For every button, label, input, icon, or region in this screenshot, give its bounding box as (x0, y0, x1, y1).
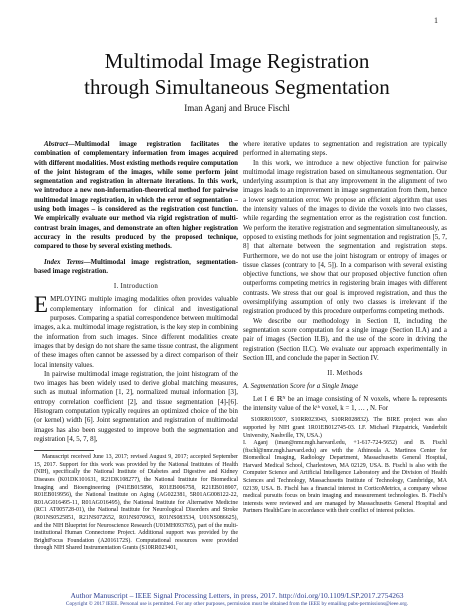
footer-manuscript: Author Manuscript – IEEE Signal Processing Letters, in press, 2017. http://doi.org/10.1109/LSP.2017.2754263 (70, 591, 404, 600)
paper-title (0, 48, 474, 100)
right-paragraph-4: Let I ∈ ℝᴺ be an image consisting of N voxels, where Iₖ represents the intensity value of the kᵗʰ voxel, k = 1, … , N. For (243, 395, 447, 413)
index-terms-text: —Multimodal image registration, segmentation-based image registration. (34, 258, 238, 275)
footnote-left: Manuscript received June 13, 2017; revised August 9, 2017; accepted September 15, 2017. Support for this work was provided by the National Institutes of Health (NIH), specifically the National Institute of Diabetes and Digestive and Kidney Diseases (K01DK101631, R21DK108277), the National Institute for Biomedical Imaging and Bioengineering (P41EB015896, R01EB006758, R21EB018907, R01EB019956), the National Institute on Aging (AG022381, 5R01AG008122-22, R01AG016495-11, R01AG016495), the National Institute for Alternative Medicine (RC1 AT005728-01), the National Institute for Neurological Disorders and Stroke (R01NS0525851, R21NS072652, R01NS070963, R01NS083534, U01NS086625), and the NIH Blueprint for Neuroscience Research (U01MH093765), part of the multi-institutional Human Connectome Project. Additional support was provided by the BrightFocus Foundation (A2016172S). Computational resources were provided through NIH Shared Instrumentation Grants (S10RR023401, (34, 454, 238, 552)
index-terms-label: Index Terms (44, 258, 84, 266)
index-terms (34, 258, 238, 277)
subsection-a-heading: A. Segmentation Score for a Single Image (243, 383, 359, 391)
footer-copyright: Copyright © 2017 IEEE. Personal use is permitted. For any other purposes, permission must be obtained from the IEEE by emailing pubs-permissions@ieee.org. (65, 601, 409, 607)
footnote-right: S10RR019307, S10RR023043, S10RR028832). The BIRE project was also supported by NIH grant 1R01EB012745-03. I.F. Michael Fitzpatrick, Vanderbilt University, Nashville, TN, USA.) I. Aganj (iman@nmr.mgh.harvard.edu, +1-617-724-5652) and B. Fischl (fischl@nmr.mgh.harvard.edu) are with the Athinoula A. Martinos Center for Biomedical Imaging, Radiology Department, Massachusetts General Hospital, Harvard Medical School, Charlestown, MA 02129, USA. B. Fischl is also with the Computer Science and Artificial Intelligence Laboratory and the Division of Health Sciences and Technology, Massachusetts Institute of Technology, Cambridge, MA 02139, USA. B. Fischl has a financial interest in CorticoMetrics, a company whose medical pursuits focus on brain imaging and measurement technologies. B. Fischl's interests were reviewed and are managed by Massachusetts General Hospital and Partners HealthCare in accordance with their conflict of interest policies. (243, 417, 447, 515)
right-paragraph-1: where iterative updates to segmentation and registration are typically performed in alternating steps. (243, 141, 447, 158)
title-line-2: through Simultaneous Segmentation (84, 75, 390, 99)
authors: Iman Aganj and Bruce Fischl (184, 103, 290, 113)
intro-paragraph-2: In pairwise multimodal image registration, the joint histogram of the two images has been widely used to derive global matching measures, such as mutual information [1, 2], normalized mutual information [3], entropy correlation coefficient [2], and tissue segmentation [4]-[6]. Histogram computation typically requires an optimized choice of the bin (or kernel) width [6]. Joint segmentation and registration of multimodal images has also been suggested to improve both the segmentation and registration [4, 5, 7, 8], (34, 370, 238, 443)
title-line-1: Multimodal Image Registration (104, 49, 370, 73)
intro-p1-text: MPLOYING multiple imaging modalities often provides valuable complementary information for clinical and investigational purposes. Comparing a spatial correspondence between multimodal images, a.k.a. multimodal image registration, is the key step in combining the information from such images. Since different modalities create images that by design do not share the same tissue contrast, the alignment of these images often cannot be assessed by a direct comparison of their local intensity values. (34, 296, 238, 369)
page-footer (0, 592, 474, 608)
page-number: 1 (434, 16, 438, 25)
right-paragraph-2: In this work, we introduce a new objective function for pairwise multimodal image registration based on simultaneous segmentation. Our underlying assumption is that any improvement in the alignment of two images leads to an improvement in image segmentation from them, hence a lower segmentation error. We propose an efficient algorithm that uses the intensity values of the images to divide the voxels into two classes, while regarding the segmentation error as the registration cost function. We perform the iterative registration and segmentation simultaneously, as opposed to existing methods for joint segmentation and registration [5, 7, 8] that alternate between the segmentation and registration steps. Furthermore, we do not use the joint histogram or entropy of images or tissue classes (contrary to [4, 5]). In a comparison with several existing objective functions, we show that our proposed objective function often outperforms competing metrics in registering brain images with different contrasts. We stress that our goal is improved registration, and thus the oversimplifying assumption of only two classes is irrelevant if the registration produced by this procedure outperforms competing methods. (243, 159, 447, 316)
abstract-text: —Multimodal image registration facilitates the combination of complementary information from images acquired with different modalities. Most existing methods require computation of the joint histogram of the images, while some perform joint segmentation and registration in alternate iterations. In this work, we introduce a new non-information-theoretical method for pairwise multimodal image registration, in which the error of segmentation – using both images – is considered as the registration cost function. We empirically evaluate our method via rigid registration of multi-contrast brain images, and demonstrate an often higher registration accuracy in the results produced by the proposed technique, compared to those by several existing methods. (34, 141, 238, 251)
section-1-heading: I. Introduction (113, 283, 159, 291)
right-column (243, 140, 447, 516)
abstract-label: Abstract (44, 141, 68, 148)
footnote-rule (34, 450, 94, 451)
drop-cap: E (34, 292, 49, 318)
abstract (34, 140, 238, 252)
right-paragraph-3: We describe our methodology in Section II, including the segmentation score computation for a single image (Section II.A) and a pair of images (Section II.B), and the use of the score in driving the registration (Section II.C). We evaluate our approach experimentally in Section III, and conclude the paper in Section IV. (243, 317, 447, 362)
section-2-heading: II. Methods (327, 370, 363, 378)
left-column (34, 140, 238, 553)
intro-paragraph-1 (34, 292, 238, 369)
